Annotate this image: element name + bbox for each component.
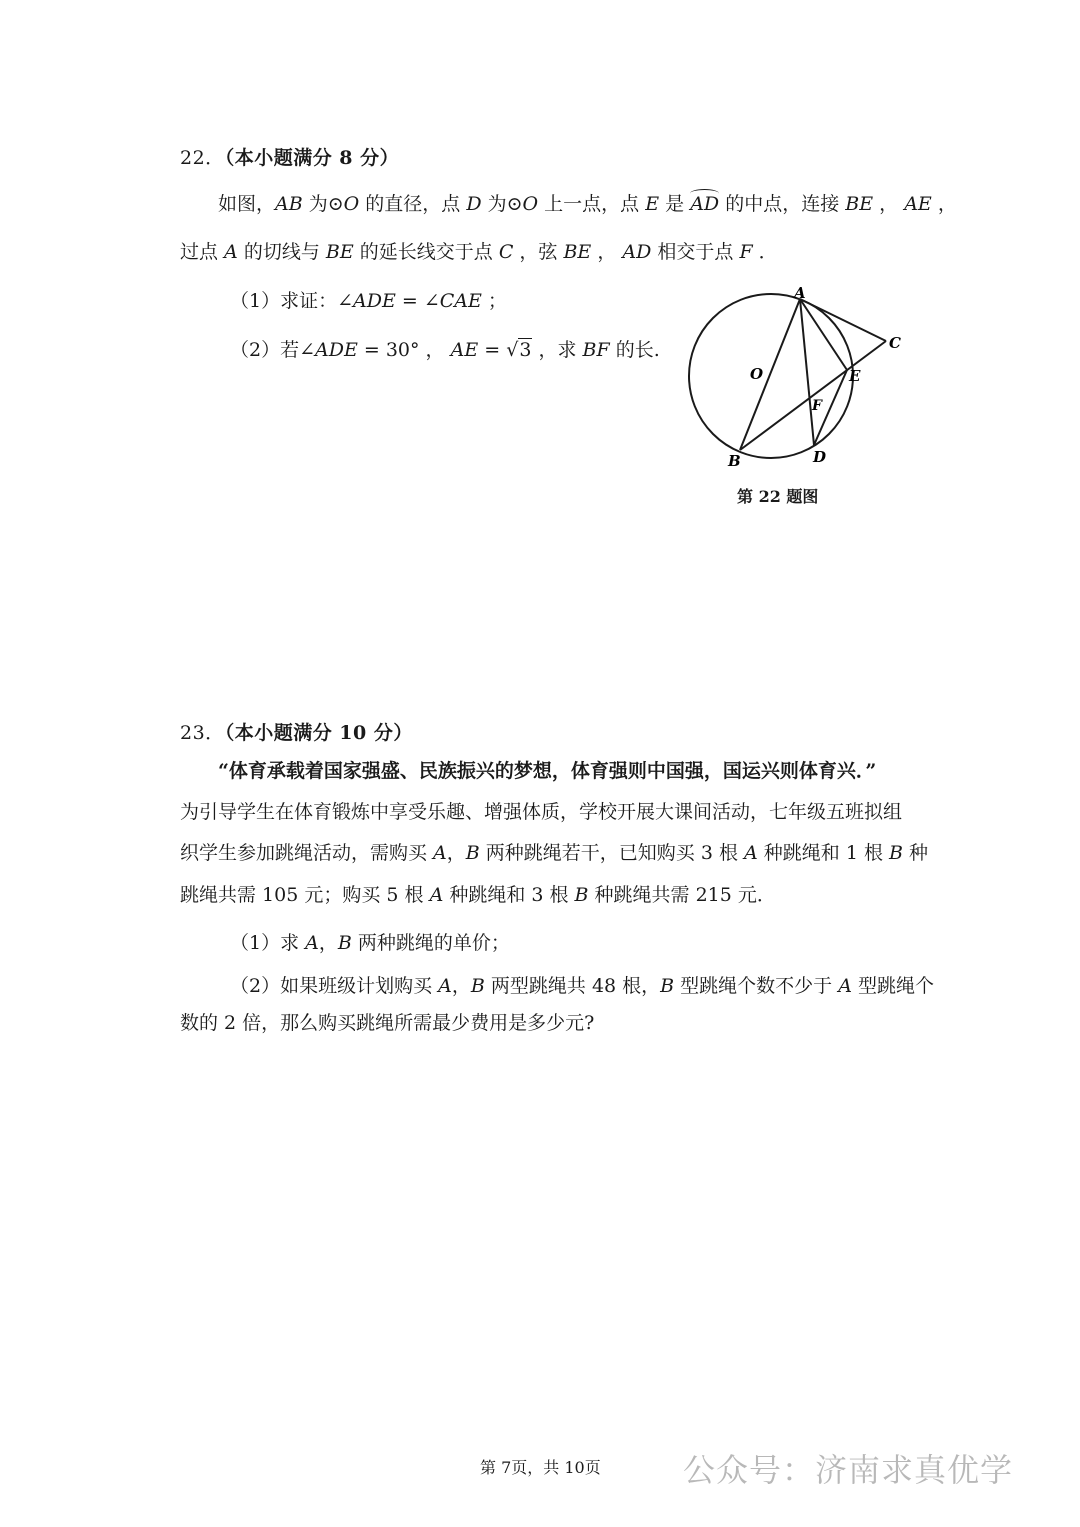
text: 型跳绳个数不少于 (674, 975, 839, 997)
q22-part1 (230, 286, 507, 313)
text: （1）求 (230, 932, 306, 954)
q22-header (180, 143, 399, 170)
math: AE (450, 339, 479, 361)
math: D (466, 193, 482, 215)
math: BE (845, 193, 874, 215)
q22-line1 (218, 195, 957, 214)
q23-line4 (180, 886, 776, 905)
text: ， (446, 842, 466, 864)
text: ； (481, 290, 507, 312)
math: A (224, 241, 238, 263)
text: 如图， (218, 193, 276, 215)
math: AB (275, 193, 303, 215)
text: （2）若 (230, 339, 300, 361)
text: ，弦 (513, 241, 564, 263)
label-b: B (728, 452, 741, 470)
q23-number: 23． (180, 722, 225, 744)
math: BE (563, 241, 592, 263)
math: AE (904, 193, 932, 215)
text: 为⊙ (481, 193, 523, 215)
page-number: 第 7页，共 10页 (480, 1458, 601, 1477)
text: ， (451, 975, 471, 997)
math: A (429, 884, 444, 906)
math: BE (325, 241, 354, 263)
text: ， (873, 193, 905, 215)
q23-part2-line2: 数的 2 倍，那么购买跳绳所需最少费用是多少元? (180, 1012, 595, 1034)
q23-line3 (180, 844, 928, 863)
text: 种跳绳共需 215 元． (588, 884, 776, 906)
text: 两种跳绳的单价； (351, 932, 510, 954)
text: 为⊙ (302, 193, 344, 215)
text: 的切线与 (237, 241, 326, 263)
math: A (305, 932, 319, 954)
math: C (498, 241, 514, 263)
text: = (478, 339, 507, 361)
q22-figure-caption: 第 22 题图 (737, 487, 819, 506)
text: （1）求证： (230, 290, 338, 312)
label-e: E (849, 367, 861, 385)
math: BF (582, 339, 610, 361)
q23-part2 (230, 971, 934, 998)
text: 过点 (180, 241, 225, 263)
math: A (433, 842, 447, 864)
text: 两型跳绳共 48 根， (484, 975, 661, 997)
text: 的直径，点 (359, 193, 467, 215)
text: 种 (902, 842, 929, 864)
math: B (574, 884, 589, 906)
text: 的中点，连接 (719, 193, 846, 215)
math: E (645, 193, 660, 215)
text: 的延长线交于点 (353, 241, 499, 263)
math: A (438, 975, 452, 997)
text: 种跳绳和 1 根 (757, 842, 889, 864)
text: 跳绳共需 105 元；购买 5 根 (180, 884, 430, 906)
text: = 30° ， (357, 339, 451, 361)
math: ∠ADE = ∠CAE (337, 290, 482, 312)
text: 是 (659, 193, 691, 215)
q22-number: 22． (180, 147, 225, 169)
text: 的长. (609, 339, 660, 361)
q22-score: （本小题满分 8 分） (224, 147, 400, 169)
label-d: D (813, 448, 827, 466)
math: B (337, 932, 352, 954)
math: B (660, 975, 675, 997)
q23-quote: “体育承载着国家强盛、民族振兴的梦想，体育强则中国强，国运兴则体育兴．” (218, 760, 877, 782)
arc-symbol: AD (690, 193, 720, 215)
text: （2）如果班级计划购买 (230, 975, 439, 997)
line-ad (800, 299, 814, 445)
q22-line2 (180, 243, 778, 262)
sqrt-sign: √ (506, 339, 519, 361)
label-c: C (889, 334, 901, 352)
q22-figure (680, 280, 920, 480)
math: AD (622, 241, 652, 263)
q23-part1 (230, 928, 510, 955)
text: ， (591, 241, 623, 263)
math: A (744, 842, 758, 864)
label-a: A (794, 284, 806, 302)
math: B (465, 842, 480, 864)
math: F (739, 241, 753, 263)
text: 相交于点 (651, 241, 740, 263)
text: ，求 (532, 339, 583, 361)
radicand: 3 (519, 339, 532, 361)
q22-part2 (230, 335, 660, 362)
text: ， (318, 932, 338, 954)
text: ． (752, 241, 778, 263)
math: A (838, 975, 852, 997)
text: 两种跳绳若干，已知购买 3 根 (479, 842, 745, 864)
circle-o (689, 294, 853, 458)
math: O (522, 193, 539, 215)
math: O (343, 193, 360, 215)
q23-line2: 为引导学生在体育锻炼中享受乐趣、增强体质，学校开展大课间活动，七年级五班拟组 (180, 801, 903, 823)
q23-score: （本小题满分 10 分） (224, 722, 413, 744)
math: B (470, 975, 485, 997)
q23-header (180, 718, 413, 745)
math: ∠ADE (299, 339, 358, 361)
text: 织学生参加跳绳活动，需购买 (180, 842, 434, 864)
text: 种跳绳和 3 根 (443, 884, 575, 906)
watermark: 公众号：济南求真优学 (683, 1451, 1014, 1489)
text: 上一点，点 (538, 193, 646, 215)
label-o: O (750, 365, 764, 383)
label-f: F (812, 398, 822, 414)
text: 型跳绳个 (851, 975, 934, 997)
text: ， (931, 193, 957, 215)
math: B (889, 842, 903, 864)
